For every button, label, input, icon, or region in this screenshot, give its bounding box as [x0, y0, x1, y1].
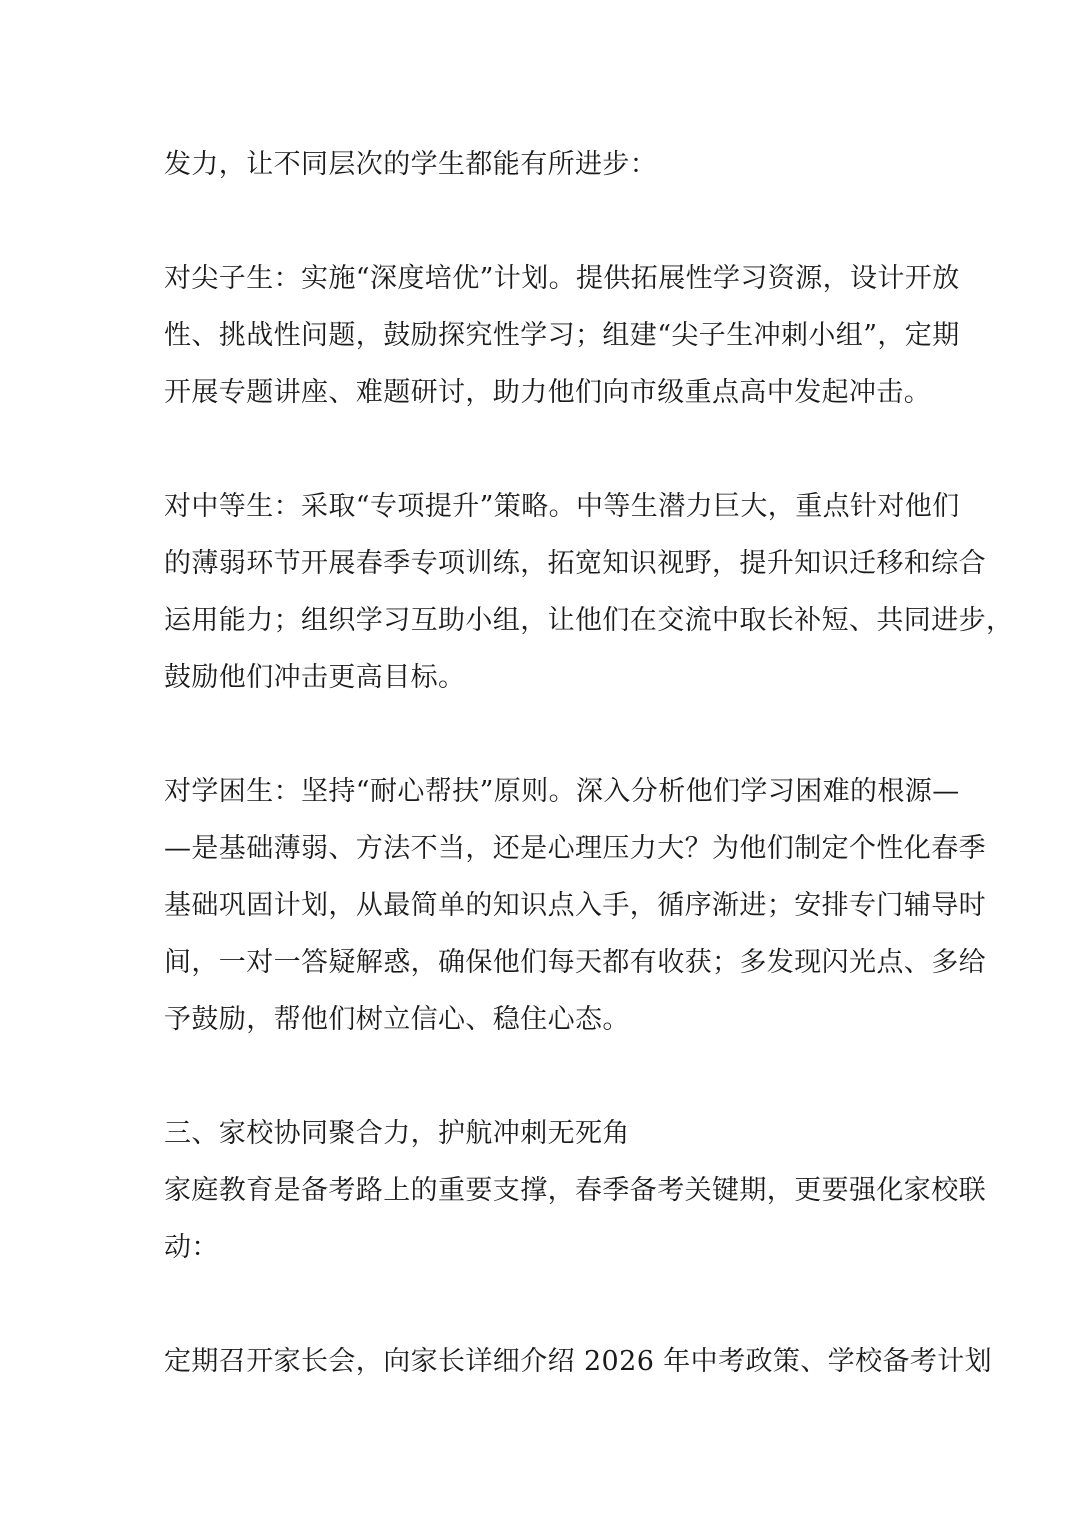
- top-students-paragraph: [164, 250, 960, 421]
- paragraph-spacer: [164, 421, 924, 478]
- middle-students-paragraph: [164, 478, 1014, 706]
- paragraph-spacer: [164, 706, 924, 763]
- text-line: 动：: [164, 1232, 219, 1263]
- paragraph-spacer: [164, 1048, 924, 1105]
- text-line: 发力，让不同层次的学生都能有所进步：: [164, 149, 658, 180]
- section-heading: 三、家校协同聚合力，护航冲刺无死角: [164, 1118, 630, 1149]
- paragraph-spacer: [164, 1276, 924, 1333]
- text-line: 对尖子生：实施“深度培优”计划。提供拓展性学习资源，设计开放: [164, 263, 960, 294]
- section-three: [164, 1105, 986, 1276]
- text-line: 运用能力；组织学习互助小组，让他们在交流中取长补短、共同进步，: [164, 605, 1014, 636]
- text-line: 基础巩固计划，从最简单的知识点入手，循序渐进；安排专门辅导时: [164, 890, 986, 921]
- text-line: 开展专题讲座、难题研讨，助力他们向市级重点高中发起冲击。: [164, 377, 932, 408]
- document-page: [164, 136, 1014, 1390]
- paragraph-spacer: [164, 193, 924, 250]
- text-line: —是基础薄弱、方法不当，还是心理压力大？为他们制定个性化春季: [164, 833, 986, 864]
- text-line: 性、挑战性问题，鼓励探究性学习；组建“尖子生冲刺小组”，定期: [164, 320, 960, 351]
- struggling-students-paragraph: [164, 763, 986, 1048]
- text-line: 家庭教育是备考路上的重要支撑，春季备考关键期，更要强化家校联: [164, 1175, 986, 1206]
- text-line: 定期召开家长会，向家长详细介绍 2026 年中考政策、学校备考计划: [164, 1346, 993, 1377]
- parent-meeting-paragraph: [164, 1333, 993, 1390]
- text-line: 间，一对一答疑解惑，确保他们每天都有收获；多发现闪光点、多给: [164, 947, 986, 978]
- text-line: 对中等生：采取“专项提升”策略。中等生潜力巨大，重点针对他们: [164, 491, 960, 522]
- text-line: 对学困生：坚持“耐心帮扶”原则。深入分析他们学习困难的根源—: [164, 776, 960, 807]
- text-line: 鼓励他们冲击更高目标。: [164, 662, 466, 693]
- text-line: 予鼓励，帮他们树立信心、稳住心态。: [164, 1004, 630, 1035]
- intro-paragraph: [164, 136, 924, 193]
- text-line: 的薄弱环节开展春季专项训练，拓宽知识视野，提升知识迁移和综合: [164, 548, 986, 579]
